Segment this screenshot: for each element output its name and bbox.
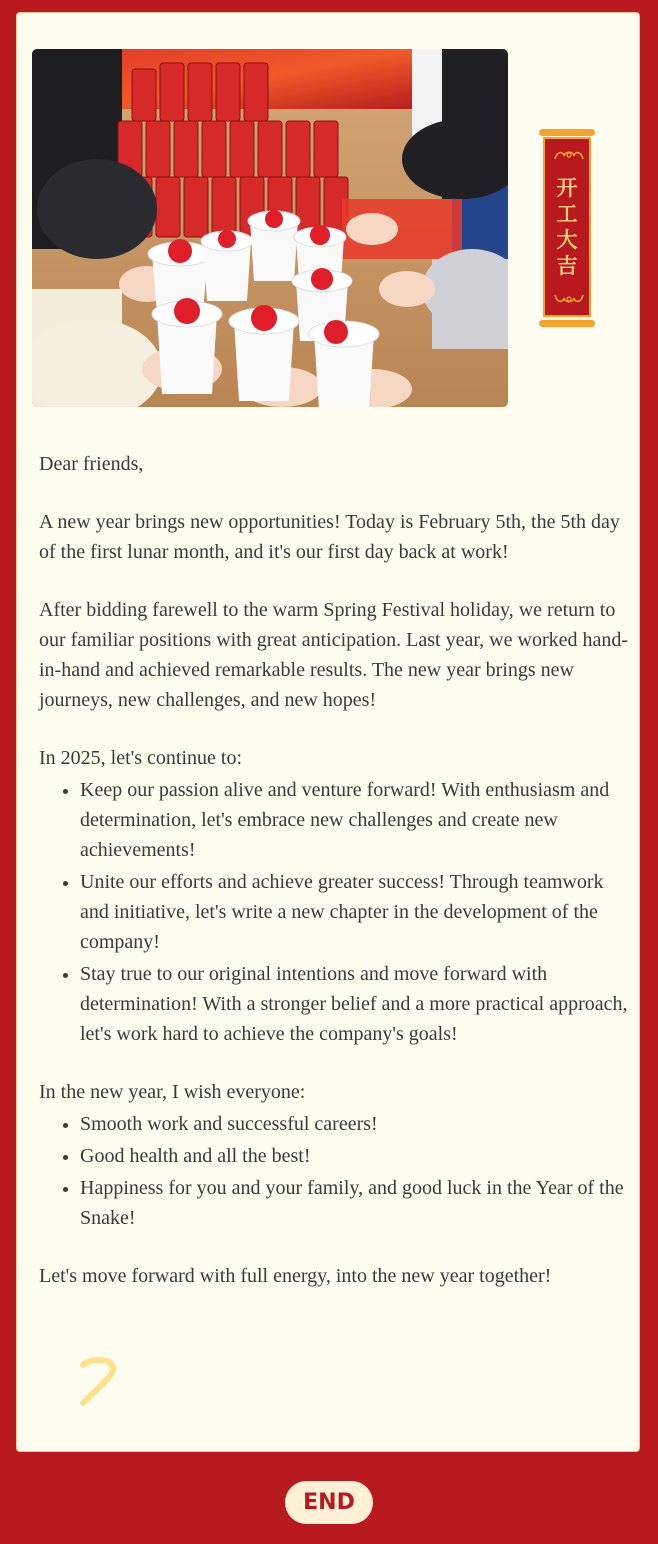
cloud-curl-icon bbox=[553, 291, 585, 307]
end-button[interactable]: END bbox=[285, 1481, 373, 1524]
kaigong-daji-scroll bbox=[539, 129, 597, 327]
letter-card bbox=[16, 12, 640, 1452]
celebration-photo bbox=[32, 49, 508, 407]
list-item: • Unite our efforts and achieve greater success! Through teamwork and initiative, let's write a new chapter in the development of the company! bbox=[80, 867, 629, 957]
paragraph-2: After bidding farewell to the warm Spring Festival holiday, we return to our familiar positions with great anticipation. Last year, we worked hand-in-hand and achieved remarkable results. The new year brings new journeys, new challenges, and new hopes! bbox=[39, 599, 629, 711]
cloud-curl-icon bbox=[553, 147, 585, 163]
list-item: • Smooth work and successful careers! bbox=[80, 1109, 629, 1139]
closing: Let's move forward with full energy, into the new year together! bbox=[39, 1265, 552, 1287]
paragraph-1: A new year brings new opportunities! Today is February 5th, the 5th day of the first lunar month, and it's our first day back at work! bbox=[39, 511, 620, 563]
continue-list bbox=[39, 775, 629, 1049]
list-item: • Happiness for you and your family, and good luck in the Year of the Snake! bbox=[80, 1173, 629, 1233]
continue-intro: In 2025, let's continue to: bbox=[39, 747, 243, 769]
list-item: • Good health and all the best! bbox=[80, 1141, 629, 1171]
greeting: Dear friends, bbox=[39, 453, 144, 475]
wish-list bbox=[39, 1109, 629, 1233]
letter-body bbox=[39, 449, 629, 1319]
scroll-banner bbox=[543, 137, 591, 317]
list-item: • Keep our passion alive and venture forward! With enthusiasm and determination, let's embrace new challenges and create new achievements! bbox=[80, 775, 629, 865]
wish-intro: In the new year, I wish everyone: bbox=[39, 1081, 306, 1103]
scroll-rod-top bbox=[539, 129, 595, 136]
banner-text: 开 工 大 吉 bbox=[556, 176, 578, 278]
signature-mark-icon bbox=[75, 1353, 125, 1413]
list-item: • Stay true to our original intentions and move forward with determination! With a stronger belief and a more practical approach, let's work hard to achieve the company's goals! bbox=[80, 959, 629, 1049]
scroll-rod-bottom bbox=[539, 320, 595, 327]
